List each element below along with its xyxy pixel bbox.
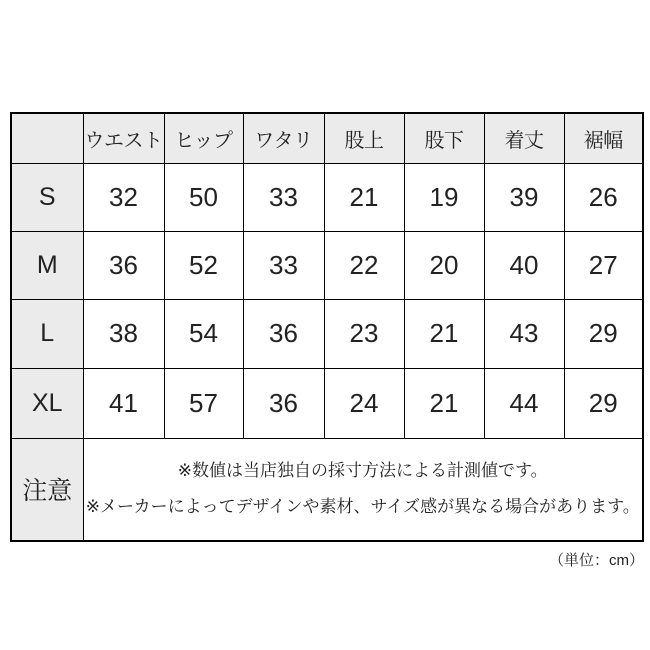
measurement-cell: 36	[243, 299, 324, 368]
measurement-cell: 24	[324, 368, 404, 438]
measurement-cell: 52	[164, 231, 243, 299]
measurement-cell: 21	[404, 368, 484, 438]
corner-cell	[11, 113, 83, 163]
note-line: ※メーカーによってデザインや素材、サイズ感が異なる場合があります。	[85, 497, 640, 517]
col-header-hip: ヒップ	[164, 113, 243, 163]
measurement-cell: 40	[484, 231, 564, 299]
measurement-cell: 38	[83, 299, 164, 368]
unit-caption: （単位：cm）	[549, 552, 644, 569]
measurement-cell: 54	[164, 299, 243, 368]
measurement-cell: 29	[564, 368, 643, 438]
measurement-cell: 32	[83, 163, 164, 231]
col-header-hem-width: 裾幅	[564, 113, 643, 163]
header-row	[11, 113, 643, 163]
size-label: S	[11, 163, 83, 231]
col-header-waist: ウエスト	[83, 113, 164, 163]
measurement-cell: 21	[404, 299, 484, 368]
col-header-rise: 股上	[324, 113, 404, 163]
col-header-inseam: 股下	[404, 113, 484, 163]
measurement-cell: 21	[324, 163, 404, 231]
measurement-cell: 50	[164, 163, 243, 231]
size-label: M	[11, 231, 83, 299]
size-chart-table	[10, 112, 644, 542]
measurement-cell: 22	[324, 231, 404, 299]
note-line: ※数値は当店独自の採寸方法による計測値です。	[177, 460, 548, 480]
measurement-cell: 39	[484, 163, 564, 231]
measurement-cell: 43	[484, 299, 564, 368]
measurement-cell: 27	[564, 231, 643, 299]
measurement-cell: 29	[564, 299, 643, 368]
col-header-length: 着丈	[484, 113, 564, 163]
size-label: XL	[11, 368, 83, 438]
measurement-cell: 33	[243, 231, 324, 299]
measurement-cell: 36	[243, 368, 324, 438]
measurement-cell: 20	[404, 231, 484, 299]
measurement-cell: 23	[324, 299, 404, 368]
col-header-thigh: ワタリ	[243, 113, 324, 163]
measurement-cell: 19	[404, 163, 484, 231]
measurement-cell: 44	[484, 368, 564, 438]
size-row-s	[11, 163, 643, 231]
note-label: 注意	[11, 438, 83, 541]
size-label: L	[11, 299, 83, 368]
size-row-xl	[11, 368, 643, 438]
size-row-l	[11, 299, 643, 368]
measurement-cell: 41	[83, 368, 164, 438]
measurement-cell: 33	[243, 163, 324, 231]
note-cell	[83, 438, 643, 541]
measurement-cell: 57	[164, 368, 243, 438]
note-row	[11, 438, 643, 541]
size-row-m	[11, 231, 643, 299]
measurement-cell: 36	[83, 231, 164, 299]
measurement-cell: 26	[564, 163, 643, 231]
